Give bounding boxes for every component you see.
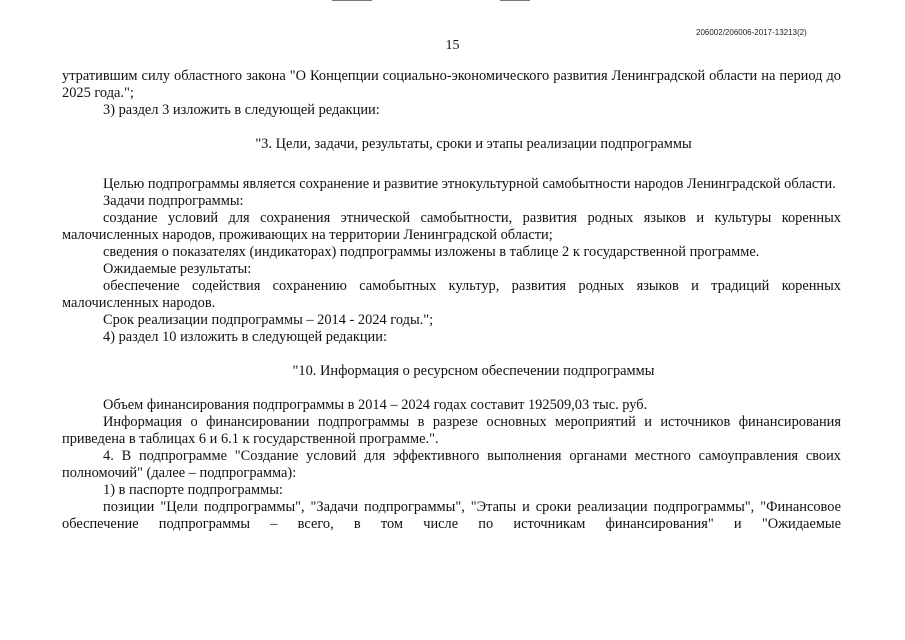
paragraph: сведения о показателях (индикаторах) подпрограммы изложены в таблице 2 к государственной программе. [103, 244, 760, 260]
paragraph: утратившим силу областного закона "О Концепции социально-экономического развития Ленинградской области на период до 2025 года."; [62, 68, 841, 101]
paragraph: Информация о финансировании подпрограммы в разрезе основных мероприятий и источников финансирования приведена в таблицах 6 и 6.1 к государственной программе.". [62, 414, 841, 447]
paragraph: Срок реализации подпрограммы – 2014 - 2024 годы."; [103, 312, 434, 328]
section-heading: "3. Цели, задачи, результаты, сроки и этапы реализации подпрограммы [255, 136, 692, 152]
paragraph: обеспечение содействия сохранению самобытных культур, развития родных языков и традиций коренных малочисленных народов. [62, 278, 841, 311]
page-number: 15 [445, 38, 460, 53]
paragraph: 4. В подпрограмме "Создание условий для эффективного выполнения органами местного самоуправления своих полномочий" (далее – подпрограмма): [62, 448, 841, 481]
section-heading: "10. Информация о ресурсном обеспечении подпрограммы [292, 363, 655, 379]
document-body [62, 68, 841, 533]
paragraph: Целью подпрограммы является сохранение и развитие этнокультурной самобытности народов Ленинградской области. [103, 176, 836, 192]
paragraph: 3) раздел 3 изложить в следующей редакции: [103, 102, 380, 118]
paragraph: Ожидаемые результаты: [103, 261, 252, 277]
paragraph: 4) раздел 10 изложить в следующей редакции: [103, 329, 387, 345]
paragraph: позиции "Цели подпрограммы", "Задачи подпрограммы", "Этапы и сроки реализации подпрограммы", "Финансовое обеспечение подпрограммы – всего, в том числе по источникам финансирования" и "Ожидаемые [62, 499, 841, 532]
paragraph: создание условий для сохранения этнической самобытности, развития родных языков и культуры коренных малочисленных народов, проживающих на территории Ленинградской области; [62, 210, 841, 243]
paragraph: Задачи подпрограммы: [103, 193, 244, 209]
scan-edge-mark-left [332, 0, 372, 1]
document-id: 206002/206006-2017-13213(2) [696, 28, 807, 37]
scan-edge-mark-right [500, 0, 530, 1]
paragraph: 1) в паспорте подпрограммы: [103, 482, 283, 498]
paragraph: Объем финансирования подпрограммы в 2014 – 2024 годах составит 192509,03 тыс. руб. [103, 397, 648, 413]
